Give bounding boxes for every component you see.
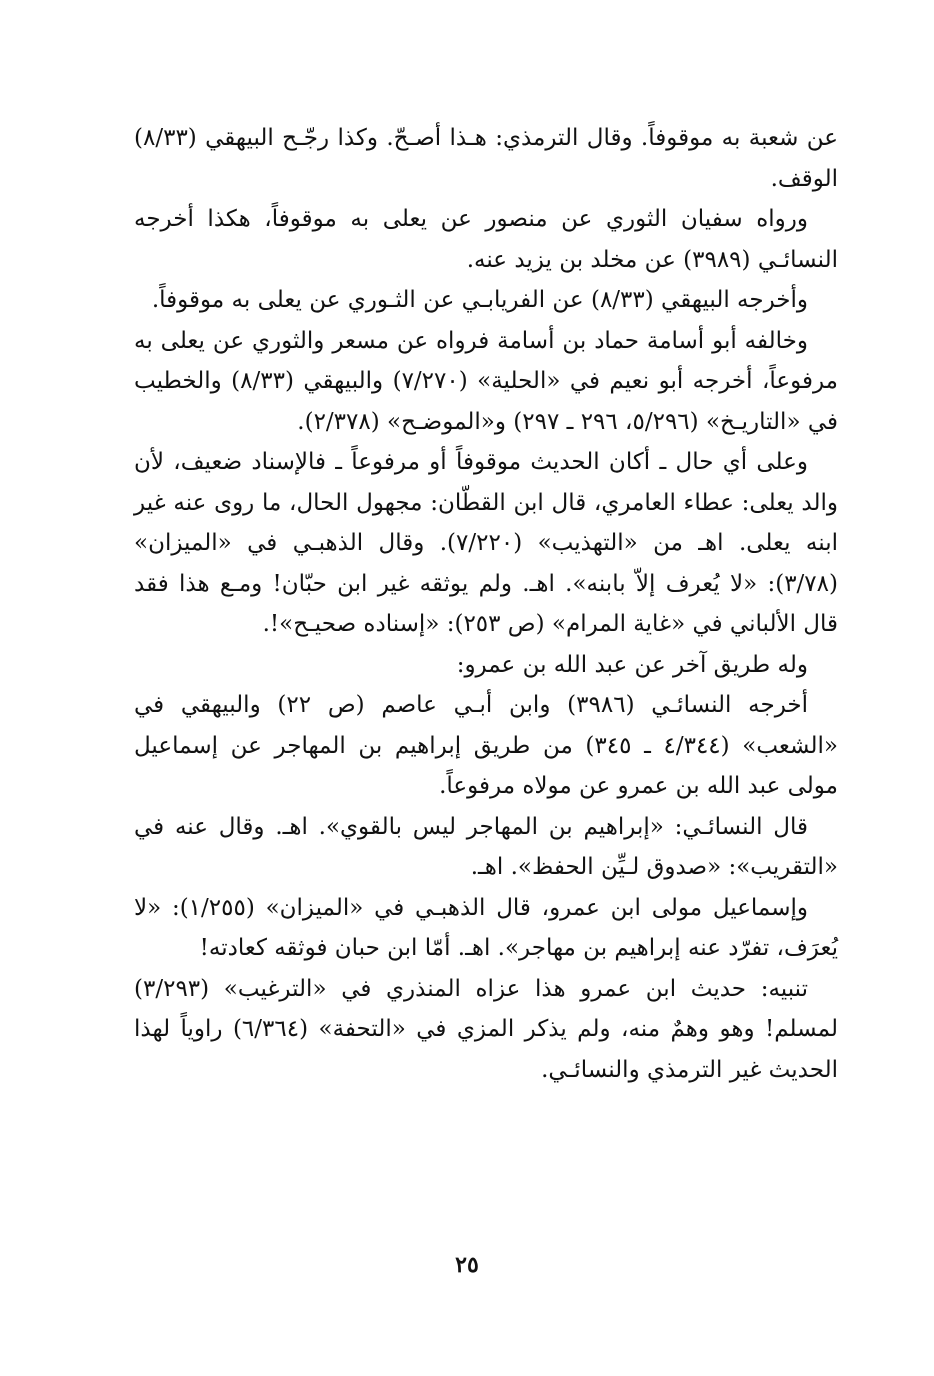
paragraph: وأخرجه البيهقي (٨/٣٣) عن الفريابـي عن الثـوري عن يعلى به موقوفاً.	[151, 287, 808, 313]
paragraph: قال النسائـي: «إبراهيم بن المهاجر ليس بالقوي». اهـ. وقال عنه في «التقريب»: «صدوق لـيِّن الحفظ». اهـ.	[134, 813, 838, 880]
paragraph: وعلى أي حال ـ أكان الحديث موقوفاً أو مرفوعاً ـ فالإسناد ضعيف، لأن والد يعلى: عطاء العامري، قال ابن القطّان: مجهول الحال، ما روى عنه غير ابنه يعلى. اهـ من «التهذيب» (٧/٢٢٠). وقال الذهبـي في «الميزان» (٣/٧٨): «لا يُعرف إلاّ بابنه». اهـ. ولم يوثقه غير ابن حبّان! ومـع هذا فقد قال الألباني في «غاية المرام» (ص ٢٥٣): «إسناده صحيـح»!.	[134, 449, 838, 637]
paragraph: عن شعبة به موقوفاً. وقال الترمذي: هـذا أصـحّ. وكذا رجّـح البيهقي (٨/٣٣) الوقف.	[134, 125, 838, 192]
page-number: ٢٥	[455, 1252, 479, 1278]
paragraph: تنبيه: حديث ابن عمرو هذا عزاه المنذري في «الترغيب» (٣/٢٩٣) لمسلم! وهو وهمٌ منه، ولم يذكر المزي في «التحفة» (٦/٣٦٤) راوياً لهذا الحديث غير الترمذي والنسائـي.	[134, 975, 838, 1083]
paragraph: ورواه سفيان الثوري عن منصور عن يعلى به موقوفاً، هكذا أخرجه النسائـي (٣٩٨٩) عن مخلد بن يزيد عنه.	[134, 206, 838, 273]
paragraph: وإسماعيل مولى ابن عمرو، قال الذهبـي في «الميزان» (١/٢٥٥): «لا يُعرَف، تفرّد عنه إبراهيم بن مهاجر». اهـ. أمّا ابن حبان فوثقه كعادته!	[134, 894, 838, 961]
paragraph: وخالفه أبو أسامة حماد بن أسامة فرواه عن مسعر والثوري عن يعلى به مرفوعاً، أخرجه أبو نعيم في «الحلية» (٧/٢٧٠) والبيهقي (٨/٣٣) والخطيب في «التاريـخ» (٥/٢٩٦، ٢٩٦ ـ ٢٩٧) و«الموضـح» (٢/٣٧٨).	[134, 327, 838, 435]
page-body	[134, 118, 838, 1090]
paragraph: أخرجه النسائـي (٣٩٨٦) وابن أبـي عاصم (ص ٢٢) والبيهقي في «الشعب» (٤/٣٤٤ ـ ٣٤٥) من طريق إبراهيم بن المهاجر عن إسماعيل مولى عبد الله بن عمرو عن مولاه مرفوعاً.	[134, 692, 838, 799]
paragraph: وله طريق آخر عن عبد الله بن عمرو:	[456, 651, 808, 678]
